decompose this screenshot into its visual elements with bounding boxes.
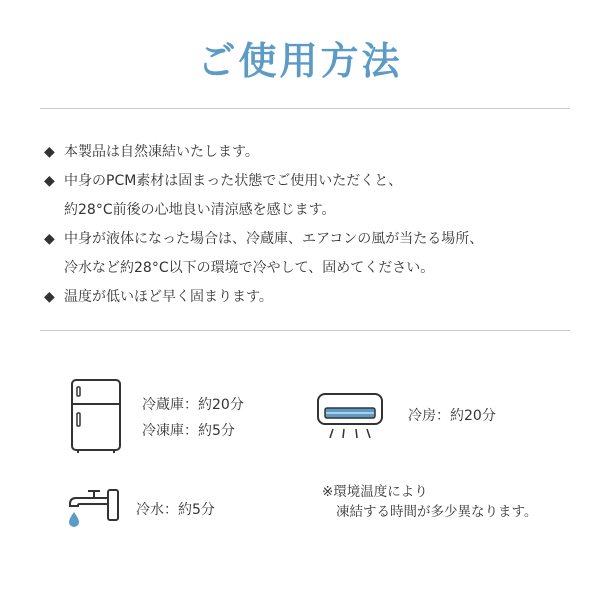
diamond-bullet-icon: ◆ xyxy=(44,144,55,160)
air-conditioner-icon xyxy=(316,392,384,442)
middle-divider xyxy=(40,330,570,331)
freezer-time-label: 冷凍庫：約5分 xyxy=(142,423,235,439)
bullet-item xyxy=(44,167,584,196)
bullet-item xyxy=(44,225,584,254)
cooling-time-label: 冷房：約20分 xyxy=(408,408,496,424)
diamond-bullet-icon: ◆ xyxy=(44,231,55,247)
temperature-note-detail: 凍結する時間が多少異なります。 xyxy=(336,504,538,520)
bullet-text: 温度が低いほど早く固まります。 xyxy=(64,289,273,305)
diamond-bullet-icon: ◆ xyxy=(44,289,55,305)
bullet-continuation: 冷水など約28°C以下の環境で冷やして、固めてください。 xyxy=(64,260,435,276)
page-title: ご使用方法 xyxy=(197,39,403,83)
bullet-item xyxy=(44,138,584,167)
top-divider xyxy=(40,108,570,109)
diamond-bullet-icon: ◆ xyxy=(44,173,55,189)
bullet-continuation: 約28°C前後の心地良い清涼感を感じます。 xyxy=(64,202,336,218)
temperature-note: ※環境温度により xyxy=(322,484,428,500)
refrigerator-time-label: 冷蔵庫：約20分 xyxy=(142,397,244,413)
instructions-list xyxy=(44,138,584,312)
bullet-text: 中身が液体になった場合は、冷蔵庫、エアコンの風が当たる場所、 xyxy=(64,231,484,247)
faucet-icon xyxy=(64,486,124,532)
refrigerator-icon xyxy=(70,378,122,454)
cold-water-time-label: 冷水：約5分 xyxy=(136,502,215,518)
bullet-text: 本製品は自然凍結いたします。 xyxy=(64,144,259,160)
bullet-text: 中身のPCM素材は固まった状態でご使用いただくと、 xyxy=(64,173,403,189)
bullet-item xyxy=(44,283,584,312)
